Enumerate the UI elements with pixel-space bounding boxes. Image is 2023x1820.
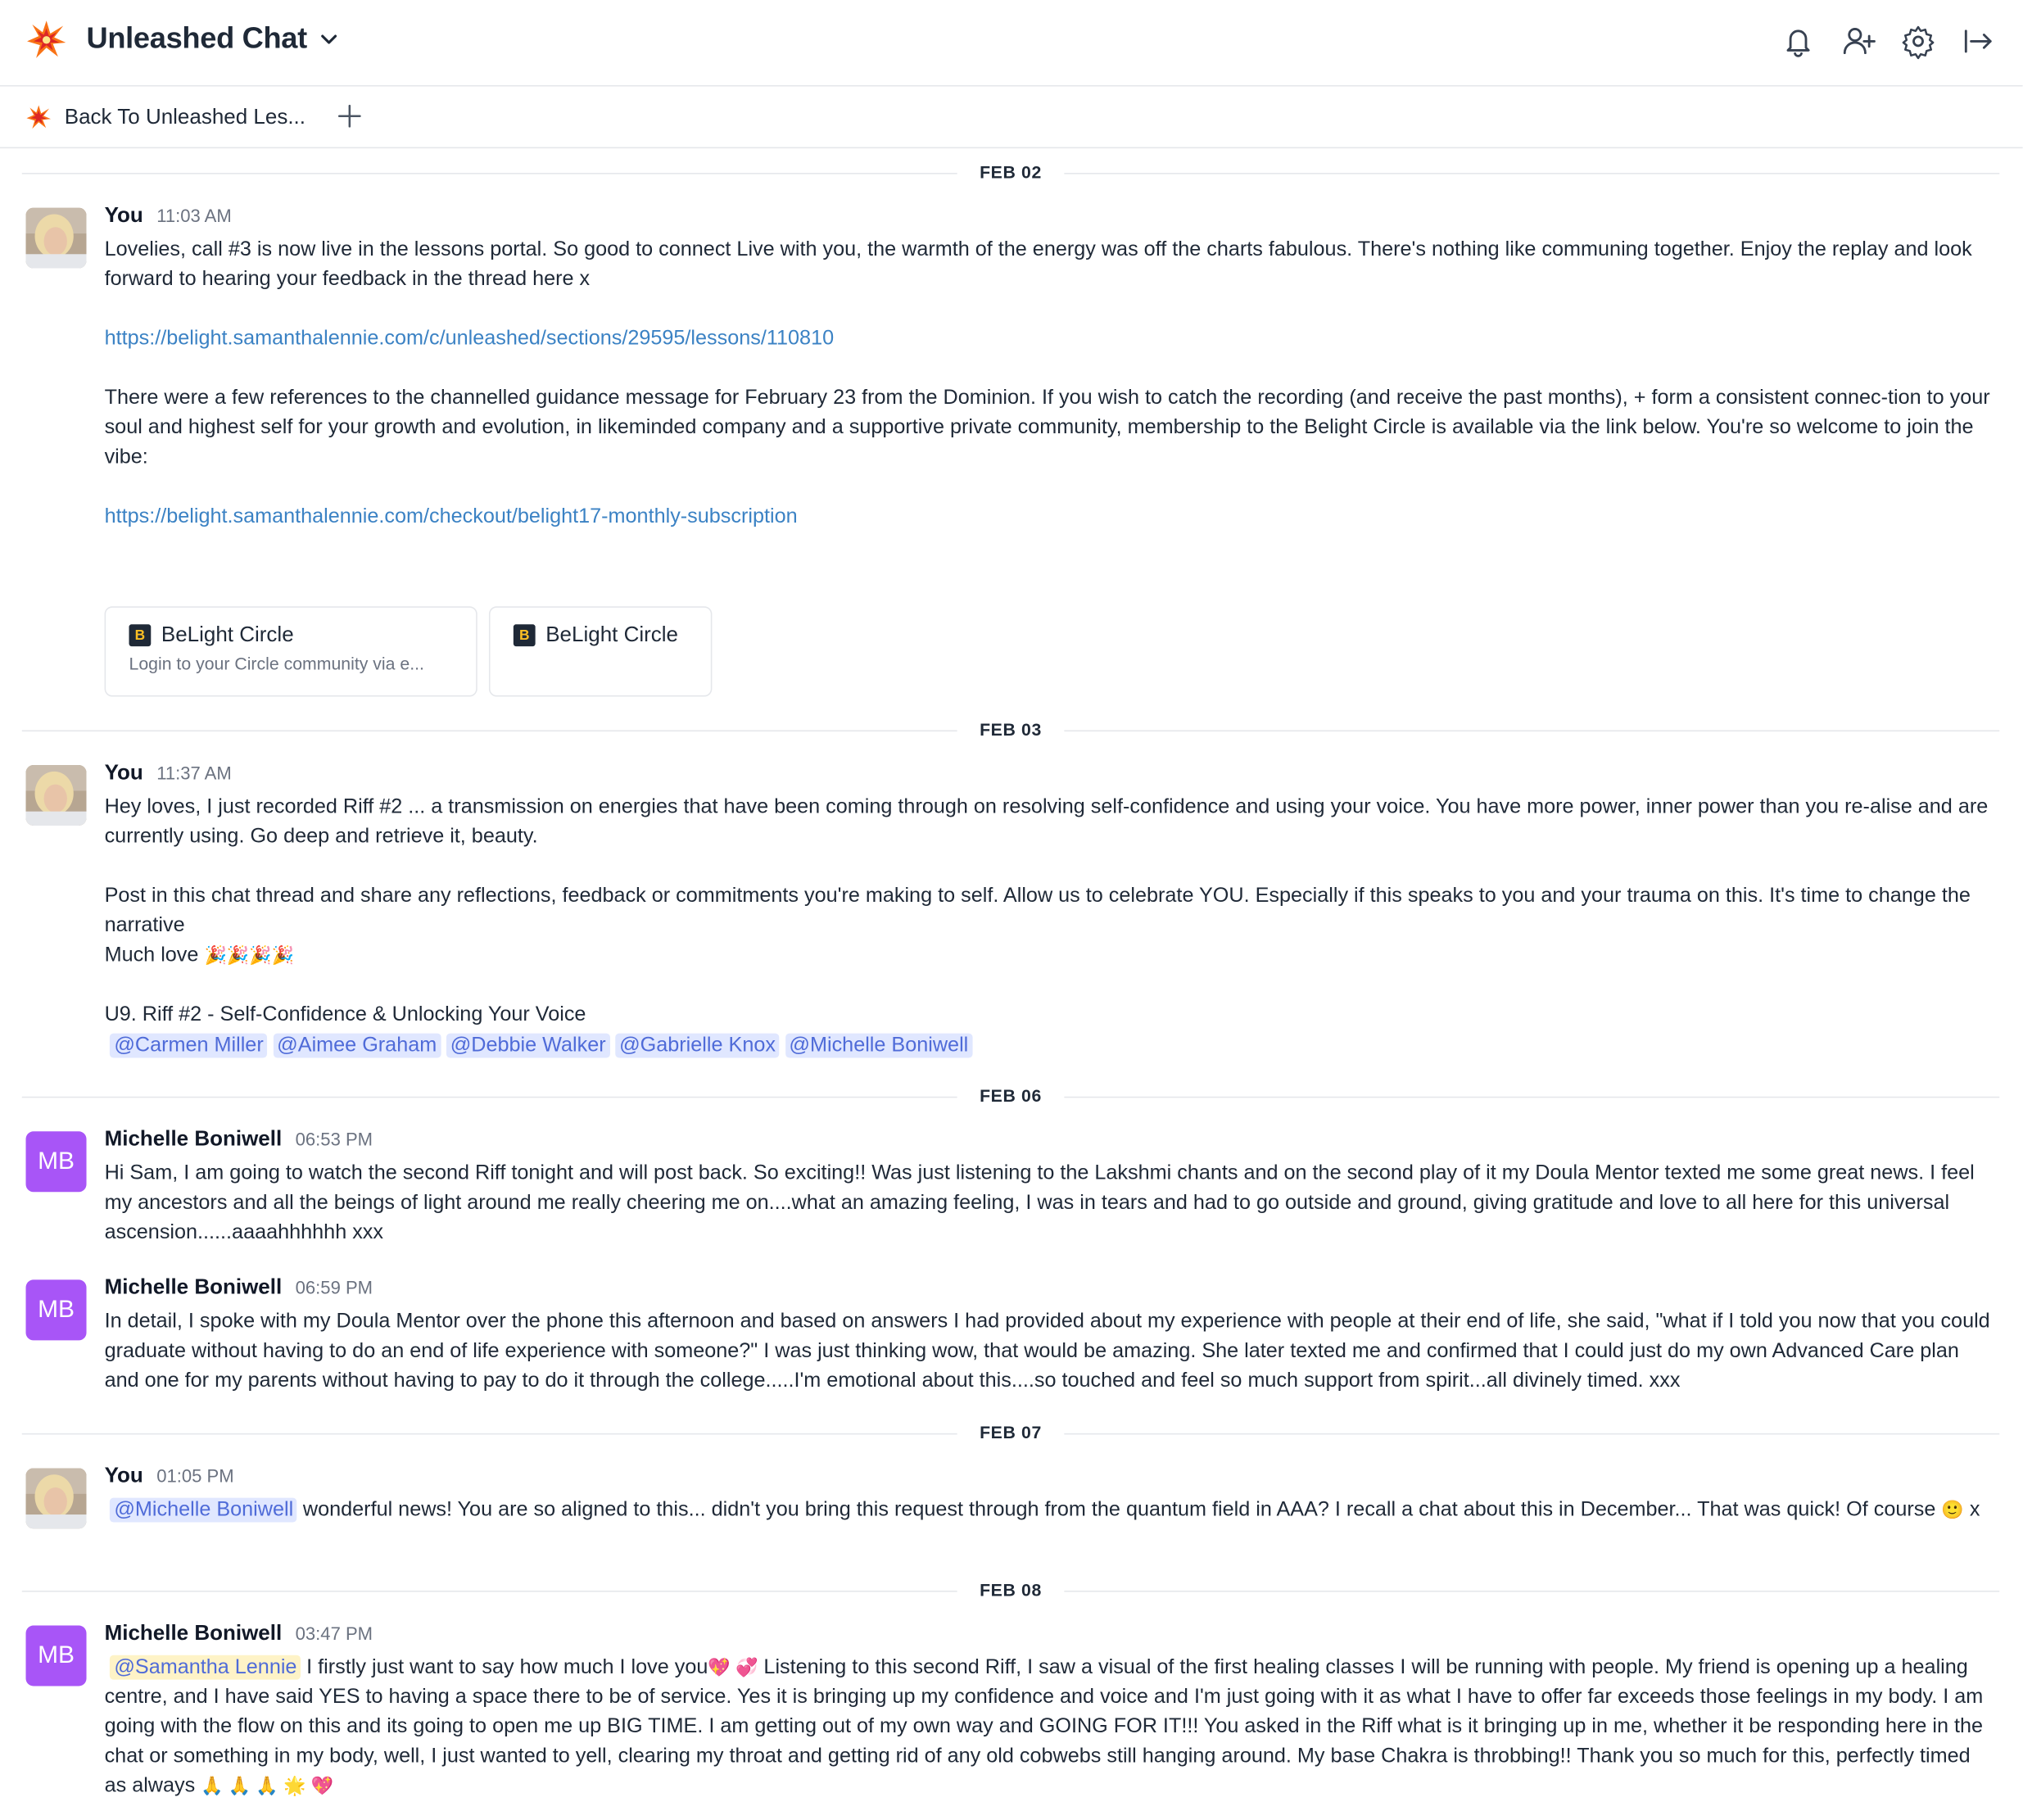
timestamp: 06:59 PM: [295, 1277, 373, 1298]
party-emoji-icon: 🎉🎉🎉🎉: [204, 944, 295, 966]
date-label: FEB 06: [980, 1086, 1042, 1106]
author-name[interactable]: Michelle Boniwell: [104, 1275, 283, 1300]
mention-chip[interactable]: @Samantha Lennie: [111, 1655, 301, 1680]
date-separator: [22, 1420, 1999, 1446]
link-preview-card[interactable]: [489, 606, 712, 696]
chat-title[interactable]: Unleashed Chat: [86, 20, 307, 55]
avatar[interactable]: MB: [26, 1131, 87, 1192]
timestamp: 11:03 AM: [156, 205, 232, 226]
user-photo-icon: [26, 1468, 87, 1528]
heart-emoji-icon: 💖 💞: [708, 1656, 758, 1677]
starburst-logo-icon: [26, 20, 67, 61]
message-text: In detail, I spoke with my Doula Mentor over the phone this afternoon and based on answers I had provided about my experience with people at their end of life, she said, "what if I told you now that you could graduate without having to do an end of life experience with someone?" I was just thinking wow, that would be amazing. She later texted me and confirmed that I could just do my own Advanced Care plan and one for my parents without having to pay to do it through the college.....I'm emotional about this....so touched and feel so much support from spirit...all divinely timed. xxx: [104, 1311, 1990, 1392]
message-body: [105, 1495, 1994, 1524]
message-text: U9. Riff #2 - Self-Confidence & Unlocking Your Voice: [104, 1003, 586, 1026]
message-text: Lovelies, call #3 is now live in the lessons portal. So good to connect Live with you, the warmth of the energy was off the charts fabulous. There's nothing like communing together. Enjoy the replay and look forward to hearing your feedback in the thread here x: [104, 238, 1972, 291]
avatar[interactable]: [26, 1468, 87, 1528]
subscription-link[interactable]: https://belight.samanthalennie.com/checkout/belight17-monthly-subscription: [104, 505, 798, 528]
author-name[interactable]: You: [104, 1464, 143, 1487]
author-name[interactable]: You: [104, 761, 143, 785]
message-text: Listening to this second Riff, I saw a visual of the first healing classes I will be running with people. My friend is opening up a healing centre, and I have said YES to having a space there to be of service. Yes it is bringing up my confidence and voice and I'm just going with it as what I have to offer far exceeds those feelings in my body. I am going with the flow on this and its going to open me up BIG TIME. I am getting out of my own way and GOING FOR IT!!! You asked in the Riff what is it bringing up in me, whether it be responding here in the chat or something in my body, well, I just wanted to yell, clearing my throat and getting rid of any old cobwebs still hanging around. My base Chakra is throbbing!! Thank you so much for this, perfectly timed as always: [104, 1656, 1984, 1797]
date-label: FEB 07: [980, 1423, 1042, 1442]
lesson-link[interactable]: https://belight.samanthalennie.com/c/unleashed/sections/29595/lessons/110810: [104, 328, 835, 350]
gear-icon[interactable]: [1900, 23, 1936, 59]
card-title: BeLight Circle: [161, 623, 294, 647]
timestamp: 01:05 PM: [156, 1465, 234, 1487]
date-separator: [22, 1578, 1999, 1604]
timestamp: 03:47 PM: [295, 1623, 373, 1644]
message-body: [105, 1306, 1994, 1396]
mention-chip[interactable]: @Aimee Graham: [273, 1034, 441, 1058]
message-text: Post in this chat thread and share any reflections, feedback or commitments you're making to self. Allow us to celebrate YOU. Especially if this speaks to you and your trauma on this. It's time to change the narrative: [104, 885, 1971, 937]
date-label: FEB 08: [980, 1580, 1042, 1600]
card-title: BeLight Circle: [545, 623, 679, 647]
starburst-icon: [26, 105, 52, 131]
user-photo-icon: [26, 208, 87, 269]
plus-icon[interactable]: [337, 103, 363, 129]
app-header: [0, 0, 2023, 87]
exit-icon[interactable]: [1959, 23, 1995, 59]
belight-favicon-icon: B: [514, 624, 536, 646]
mention-chip[interactable]: @Michelle Boniwell: [785, 1034, 972, 1058]
author-name[interactable]: Michelle Boniwell: [104, 1621, 283, 1646]
bell-icon[interactable]: [1781, 23, 1817, 59]
message-text: Hey loves, I just recorded Riff #2 ... a transmission on energies that have been coming through on resolving self-confidence and using your voice. You have more power, inner power than you re-alise and are currently using. Go deep and retrieve it, beauty.: [104, 795, 1989, 848]
tab-label: Back To Unleashed Les...: [64, 105, 305, 129]
message-body: [105, 1158, 1994, 1247]
message-text: Much love: [104, 944, 199, 967]
chevron-down-icon[interactable]: [317, 26, 340, 55]
user-photo-icon: [26, 765, 87, 826]
prayer-emoji-icon: 🙏 🙏 🙏 🌟 💖: [201, 1775, 334, 1796]
tab-bar: [0, 87, 2023, 149]
add-member-icon[interactable]: [1841, 23, 1877, 59]
card-description: Login to your Circle community via e...: [129, 654, 424, 674]
date-label: FEB 02: [980, 162, 1042, 183]
avatar[interactable]: MB: [26, 1626, 87, 1686]
message-text: There were a few references to the channelled guidance message for February 23 from the Dominion. If you wish to catch the recording (and receive the past months), + form a consistent connec-tion to your soul and highest self for your growth and evolution, in likeminded company and a supportive private community, membership to the Belight Circle is available via the link below. You're so welcome to join the vibe:: [104, 387, 1990, 469]
message-body: [105, 235, 1994, 532]
author-name[interactable]: Michelle Boniwell: [104, 1127, 283, 1151]
avatar[interactable]: [26, 765, 87, 826]
date-separator: [22, 1084, 1999, 1110]
tab-back-to-unleashed[interactable]: [26, 102, 305, 133]
mention-chip[interactable]: @Gabrielle Knox: [615, 1034, 779, 1058]
date-label: FEB 03: [980, 719, 1042, 740]
message-text: I firstly just want to say how much I love you: [301, 1656, 708, 1679]
smile-emoji-icon: 🙂: [1941, 1499, 1964, 1520]
message-text: x: [1963, 1499, 1980, 1521]
link-preview-card[interactable]: [105, 606, 477, 696]
message-text: wonderful news! You are so aligned to this... didn't you bring this request through from the quantum field in AAA? I recall a chat about this in December... That was quick! Of course: [296, 1499, 1942, 1521]
avatar[interactable]: [26, 208, 87, 269]
belight-favicon-icon: B: [129, 624, 152, 646]
mention-chip[interactable]: @Carmen Miller: [111, 1034, 268, 1058]
author-name[interactable]: You: [104, 203, 143, 228]
mention-chip[interactable]: @Debbie Walker: [446, 1034, 609, 1058]
timestamp: 06:53 PM: [295, 1129, 373, 1150]
mention-chip[interactable]: @Michelle Boniwell: [111, 1498, 297, 1523]
date-separator: [22, 160, 1999, 186]
date-separator: [22, 718, 1999, 744]
avatar[interactable]: MB: [26, 1279, 87, 1340]
message-body: [105, 792, 1994, 1061]
message-text: Hi Sam, I am going to watch the second Riff tonight and will post back. So exciting!! Was just listening to the Lakshmi chants and on the second play of it my Doula Mentor texted me some great news. I feel my ancestors and all the beings of light around me really cheering me on....what an amazing feeling, I was in tears and had to go outside and ground, giving gratitude and love to all here for this universal ascension......aaaahhhhhh xxx: [104, 1162, 1975, 1244]
message-body: [105, 1653, 1994, 1801]
timestamp: 11:37 AM: [156, 762, 232, 784]
